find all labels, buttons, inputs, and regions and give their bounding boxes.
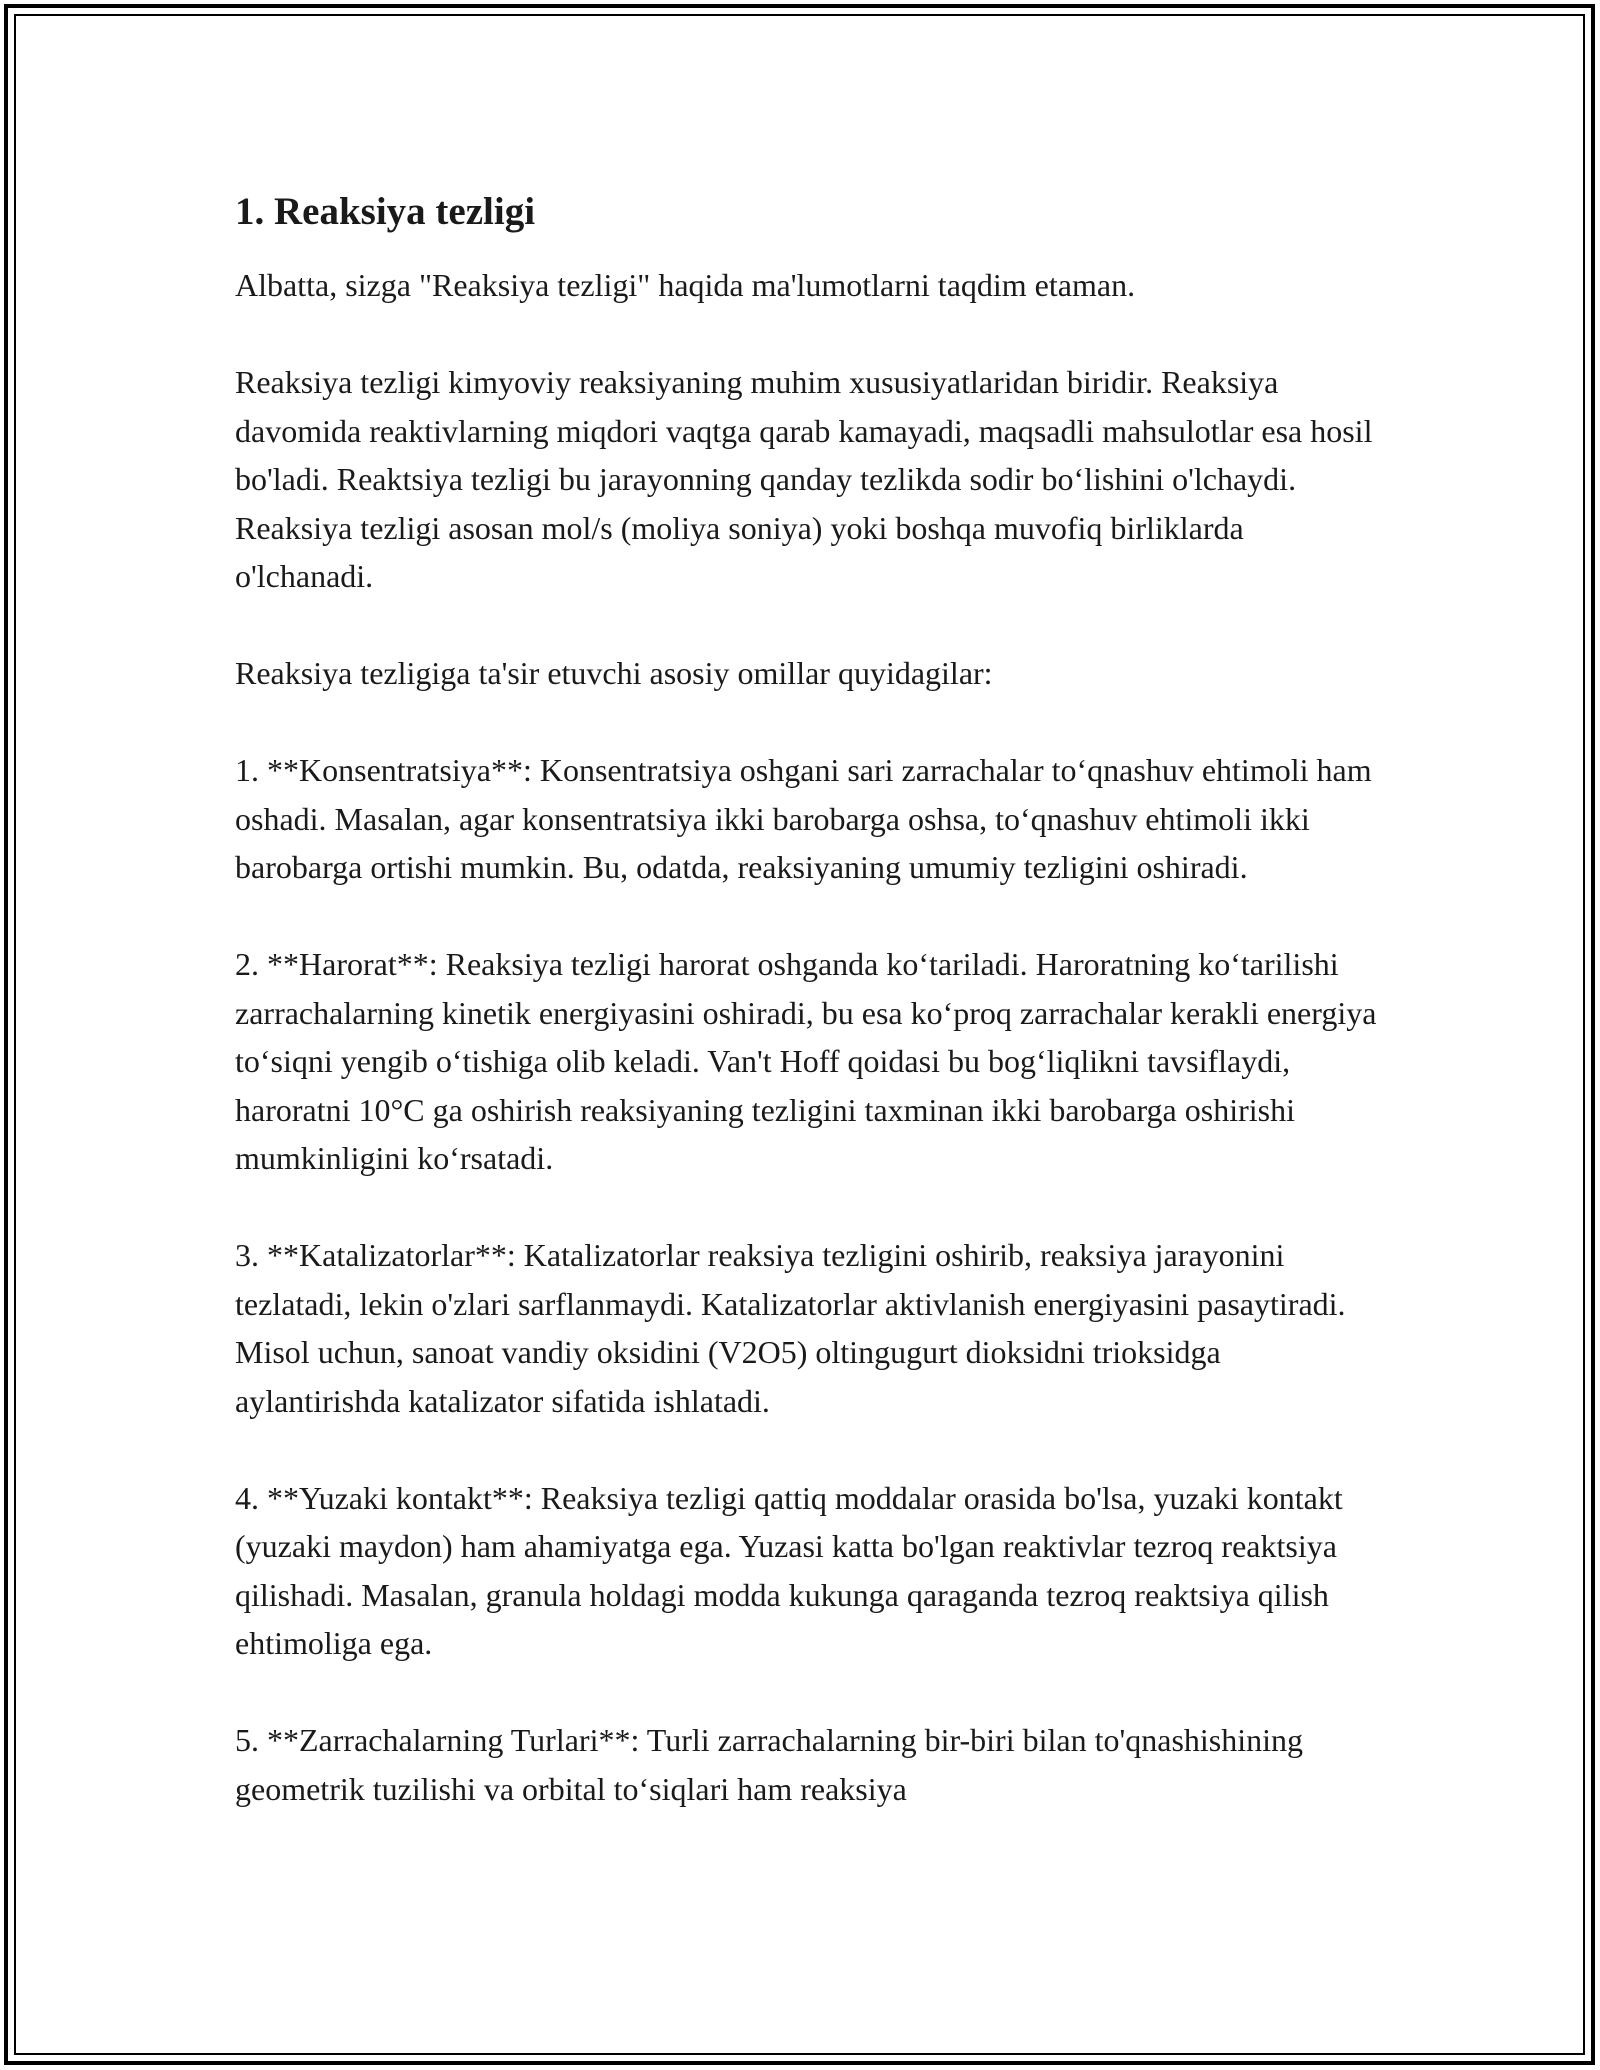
paragraph-factor-particle-types: 5. **Zarrachalarning Turlari**: Turli zarrachalarning bir-biri bilan to'qnashishining geometrik tuzilishi va orbital to‘siqlari ham reaksiya — [235, 1722, 1304, 1807]
document-title: 1. Reaksiya tezligi — [235, 190, 536, 233]
paragraph-factor-surface-contact: 4. **Yuzaki kontakt**: Reaksiya tezligi qattiq moddalar orasida bo'lsa, yuzaki kontakt (yuzaki maydon) ham ahamiyatga ega. Yuzasi katta bo'lgan reaktivlar tezroq reaktsiya qilishadi. Masalan, granula holdagi modda kukunga qaraganda tezroq reaktsiya qilish ehtimoliga ega. — [235, 1479, 1343, 1661]
paragraph-intro: Albatta, sizga "Reaksiya tezligi" haqida ma'lumotlarni taqdim etaman. — [235, 267, 1136, 303]
paragraph-factor-concentration: 1. **Konsentratsiya**: Konsentratsiya oshgani sari zarrachalar to‘qnashuv ehtimoli ham oshadi. Masalan, agar konsentratsiya ikki barobarga oshsa, to‘qnashuv ehtimoli ikki barobarga ortishi mumkin. Bu, odatda, reaksiyaning umumiy tezligini oshiradi. — [235, 752, 1372, 885]
paragraph-factor-temperature: 2. **Harorat**: Reaksiya tezligi harorat oshganda ko‘tariladi. Haroratning ko‘tarilishi zarrachalarning kinetik energiyasini oshiradi, bu esa ko‘proq zarrachalar kerakli energiya to‘siqni yengib o‘tishiga olib keladi. Van't Hoff qoidasi bu bog‘liqlikni tavsiflaydi, haroratni 10°C ga oshirish reaksiyaning tezligini taxminan ikki barobarga oshirishi mumkinligini ko‘rsatadi. — [235, 946, 1377, 1176]
paragraph-factors-heading: Reaksiya tezligiga ta'sir etuvchi asosiy omillar quyidagilar: — [235, 655, 993, 691]
paragraph-definition: Reaksiya tezligi kimyoviy reaksiyaning muhim xususiyatlaridan biridir. Reaksiya davomida reaktivlarning miqdori vaqtga qarab kamayadi, maqsadli mahsulotlar esa hosil bo'ladi. Reaktsiya tezligi bu jarayonning qanday tezlikda sodir bo‘lishini o'lchaydi. Reaksiya tezligi asosan mol/s (moliya soniya) yoki boshqa muvofiq birliklarda o'lchanadi. — [235, 364, 1373, 594]
paragraph-factor-catalysts: 3. **Katalizatorlar**: Katalizatorlar reaksiya tezligini oshirib, reaksiya jarayonini tezlatadi, lekin o'zlari sarflanmaydi. Katalizatorlar aktivlanish energiyasini pasaytiradi. Misol uchun, sanoat vandiy oksidini (V2O5) oltingugurt dioksidni trioksidga aylantirishda katalizator sifatida ishlatadi. — [235, 1237, 1346, 1419]
document-body — [235, 187, 1385, 1813]
